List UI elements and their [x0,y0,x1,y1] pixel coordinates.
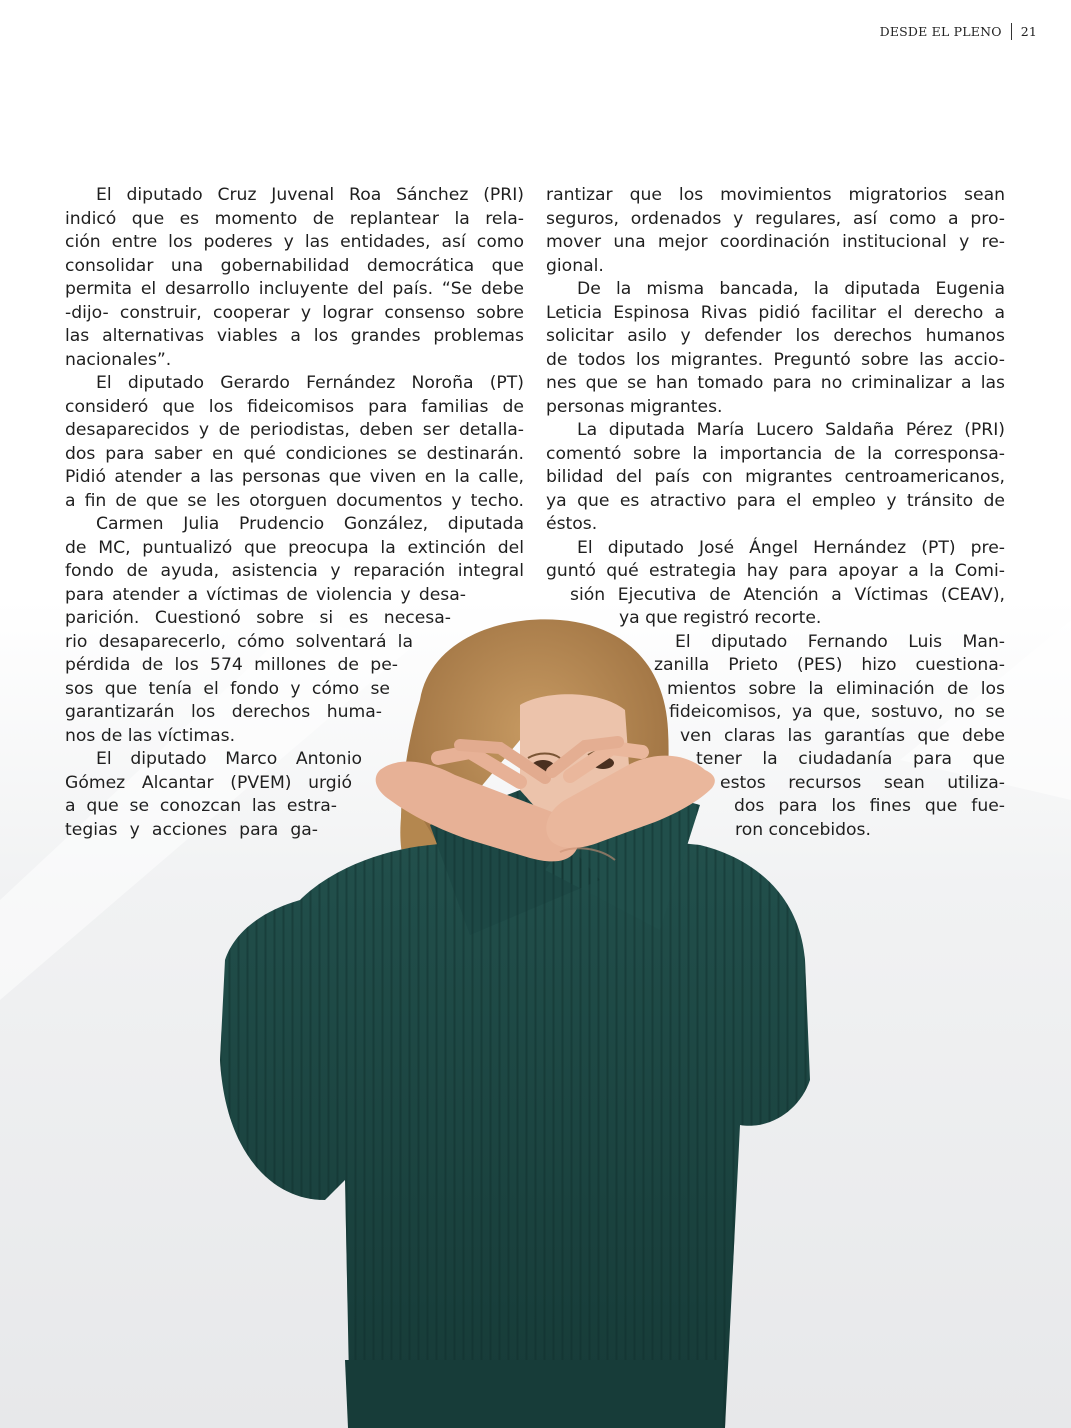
right-column-line: de todos los migrantes. Preguntó sobre las accio- [546,349,1005,370]
right-column-line: nes que se han tomado para no criminalizar a las [546,373,1005,393]
right-column-line: tener la ciudadanía para que [696,749,1005,769]
left-column-line: ción entre los poderes y las entidades, así como [65,232,524,252]
right-column-line: ya que registró recorte. [619,608,822,628]
left-column-line: Pidió atender a las personas que viven en la calle, [65,467,524,487]
right-column-line: éstos. [546,514,598,534]
left-column-line: rio desaparecerlo, cómo solventará la [65,631,413,652]
left-column-line: desaparecidos y de periodistas, deben ser detalla- [65,420,524,440]
left-column-line: El diputado Marco Antonio [96,749,362,769]
right-column-line: ya que es atractivo para el empleo y tránsito de [546,490,1005,511]
right-column-line: fideicomisos, ya que, sostuvo, no se [669,702,1005,722]
right-column-line: De la misma bancada, la diputada Eugenia [577,279,1005,299]
left-column-line: Carmen Julia Prudencio González, diputada [96,514,524,534]
right-column-line: La diputada María Lucero Saldaña Pérez (PRI) [577,420,1005,440]
right-column-line: gional. [546,255,604,276]
right-column-line: dos para los fines que fue- [734,796,1005,816]
left-column-line: -dijo- construir, cooperar y lograr consenso sobre [65,302,524,323]
right-column-line: guntó qué estrategia hay para apoyar a la Comi- [546,561,1005,581]
right-column-line: zanilla Prieto (PES) hizo cuestiona- [654,655,1005,675]
left-column-line: El diputado Gerardo Fernández Noroña (PT) [96,373,524,393]
right-column-line: El diputado Fernando Luis Man- [675,631,1005,652]
left-column-line: nacionales”. [65,349,172,370]
right-column-line: ron concebidos. [735,819,871,840]
page-number: 21 [1020,23,1037,39]
left-column-line: fondo de ayuda, asistencia y reparación integral [65,561,524,581]
divider [1011,23,1012,40]
left-column-line: garantizarán los derechos huma- [65,702,382,722]
right-column-line: bilidad del país con migrantes centroamericanos, [546,467,1005,487]
left-column-line: dos para saber en qué condiciones se destinarán. [65,443,524,464]
left-column-line: parición. Cuestionó sobre si es necesa- [65,608,451,628]
left-column-line: a que se conozcan las estra- [65,796,337,816]
left-column-line: nos de las víctimas. [65,725,236,746]
left-column-line: pérdida de los 574 millones de pe- [65,655,398,675]
right-column-line: El diputado José Ángel Hernández (PT) pre- [577,537,1005,558]
right-column-line: mientos sobre la eliminación de los [667,678,1005,699]
left-column-line: consideró que los fideicomisos para familias de [65,396,524,417]
left-column-line: para atender a víctimas de violencia y desa- [65,584,466,605]
right-column-line: personas migrantes. [546,396,723,417]
left-column-line: indicó que es momento de replantear la rela- [65,208,524,229]
left-column-line: a fin de que se les otorguen documentos y techo. [65,490,524,511]
left-column-line: Gómez Alcantar (PVEM) urgió [65,772,352,793]
left-column-line: El diputado Cruz Juvenal Roa Sánchez (PRI) [96,185,524,205]
running-head [880,22,1037,40]
right-column-line: Leticia Espinosa Rivas pidió facilitar el derecho a [546,302,1005,323]
left-column-line: de MC, puntualizó que preocupa la extinción del [65,537,524,558]
right-column-line: mover una mejor coordinación institucional y re- [546,232,1005,252]
right-column-line: rantizar que los movimientos migratorios sean [546,185,1005,205]
right-column-line: comentó sobre la importancia de la corresponsa- [546,443,1005,464]
left-column-line: consolidar una gobernabilidad democrática que [65,255,524,276]
right-column-line: sión Ejecutiva de Atención a Víctimas (CEAV), [570,584,1005,605]
right-column-line: solicitar asilo y defender los derechos humanos [546,326,1005,346]
left-column-line: tegias y acciones para ga- [65,819,318,840]
right-column-line: ven claras las garantías que debe [680,725,1005,746]
left-column-line: sos que tenía el fondo y cómo se [65,678,390,699]
left-column-line: las alternativas viables a los grandes problemas [65,326,524,346]
right-column-line: estos recursos sean utiliza- [720,772,1005,793]
right-column-line: seguros, ordenados y regulares, así como a pro- [546,208,1005,229]
section-title: DESDE EL PLENO [879,23,1002,39]
left-column-line: permita el desarrollo incluyente del país. “Se debe [65,279,524,299]
